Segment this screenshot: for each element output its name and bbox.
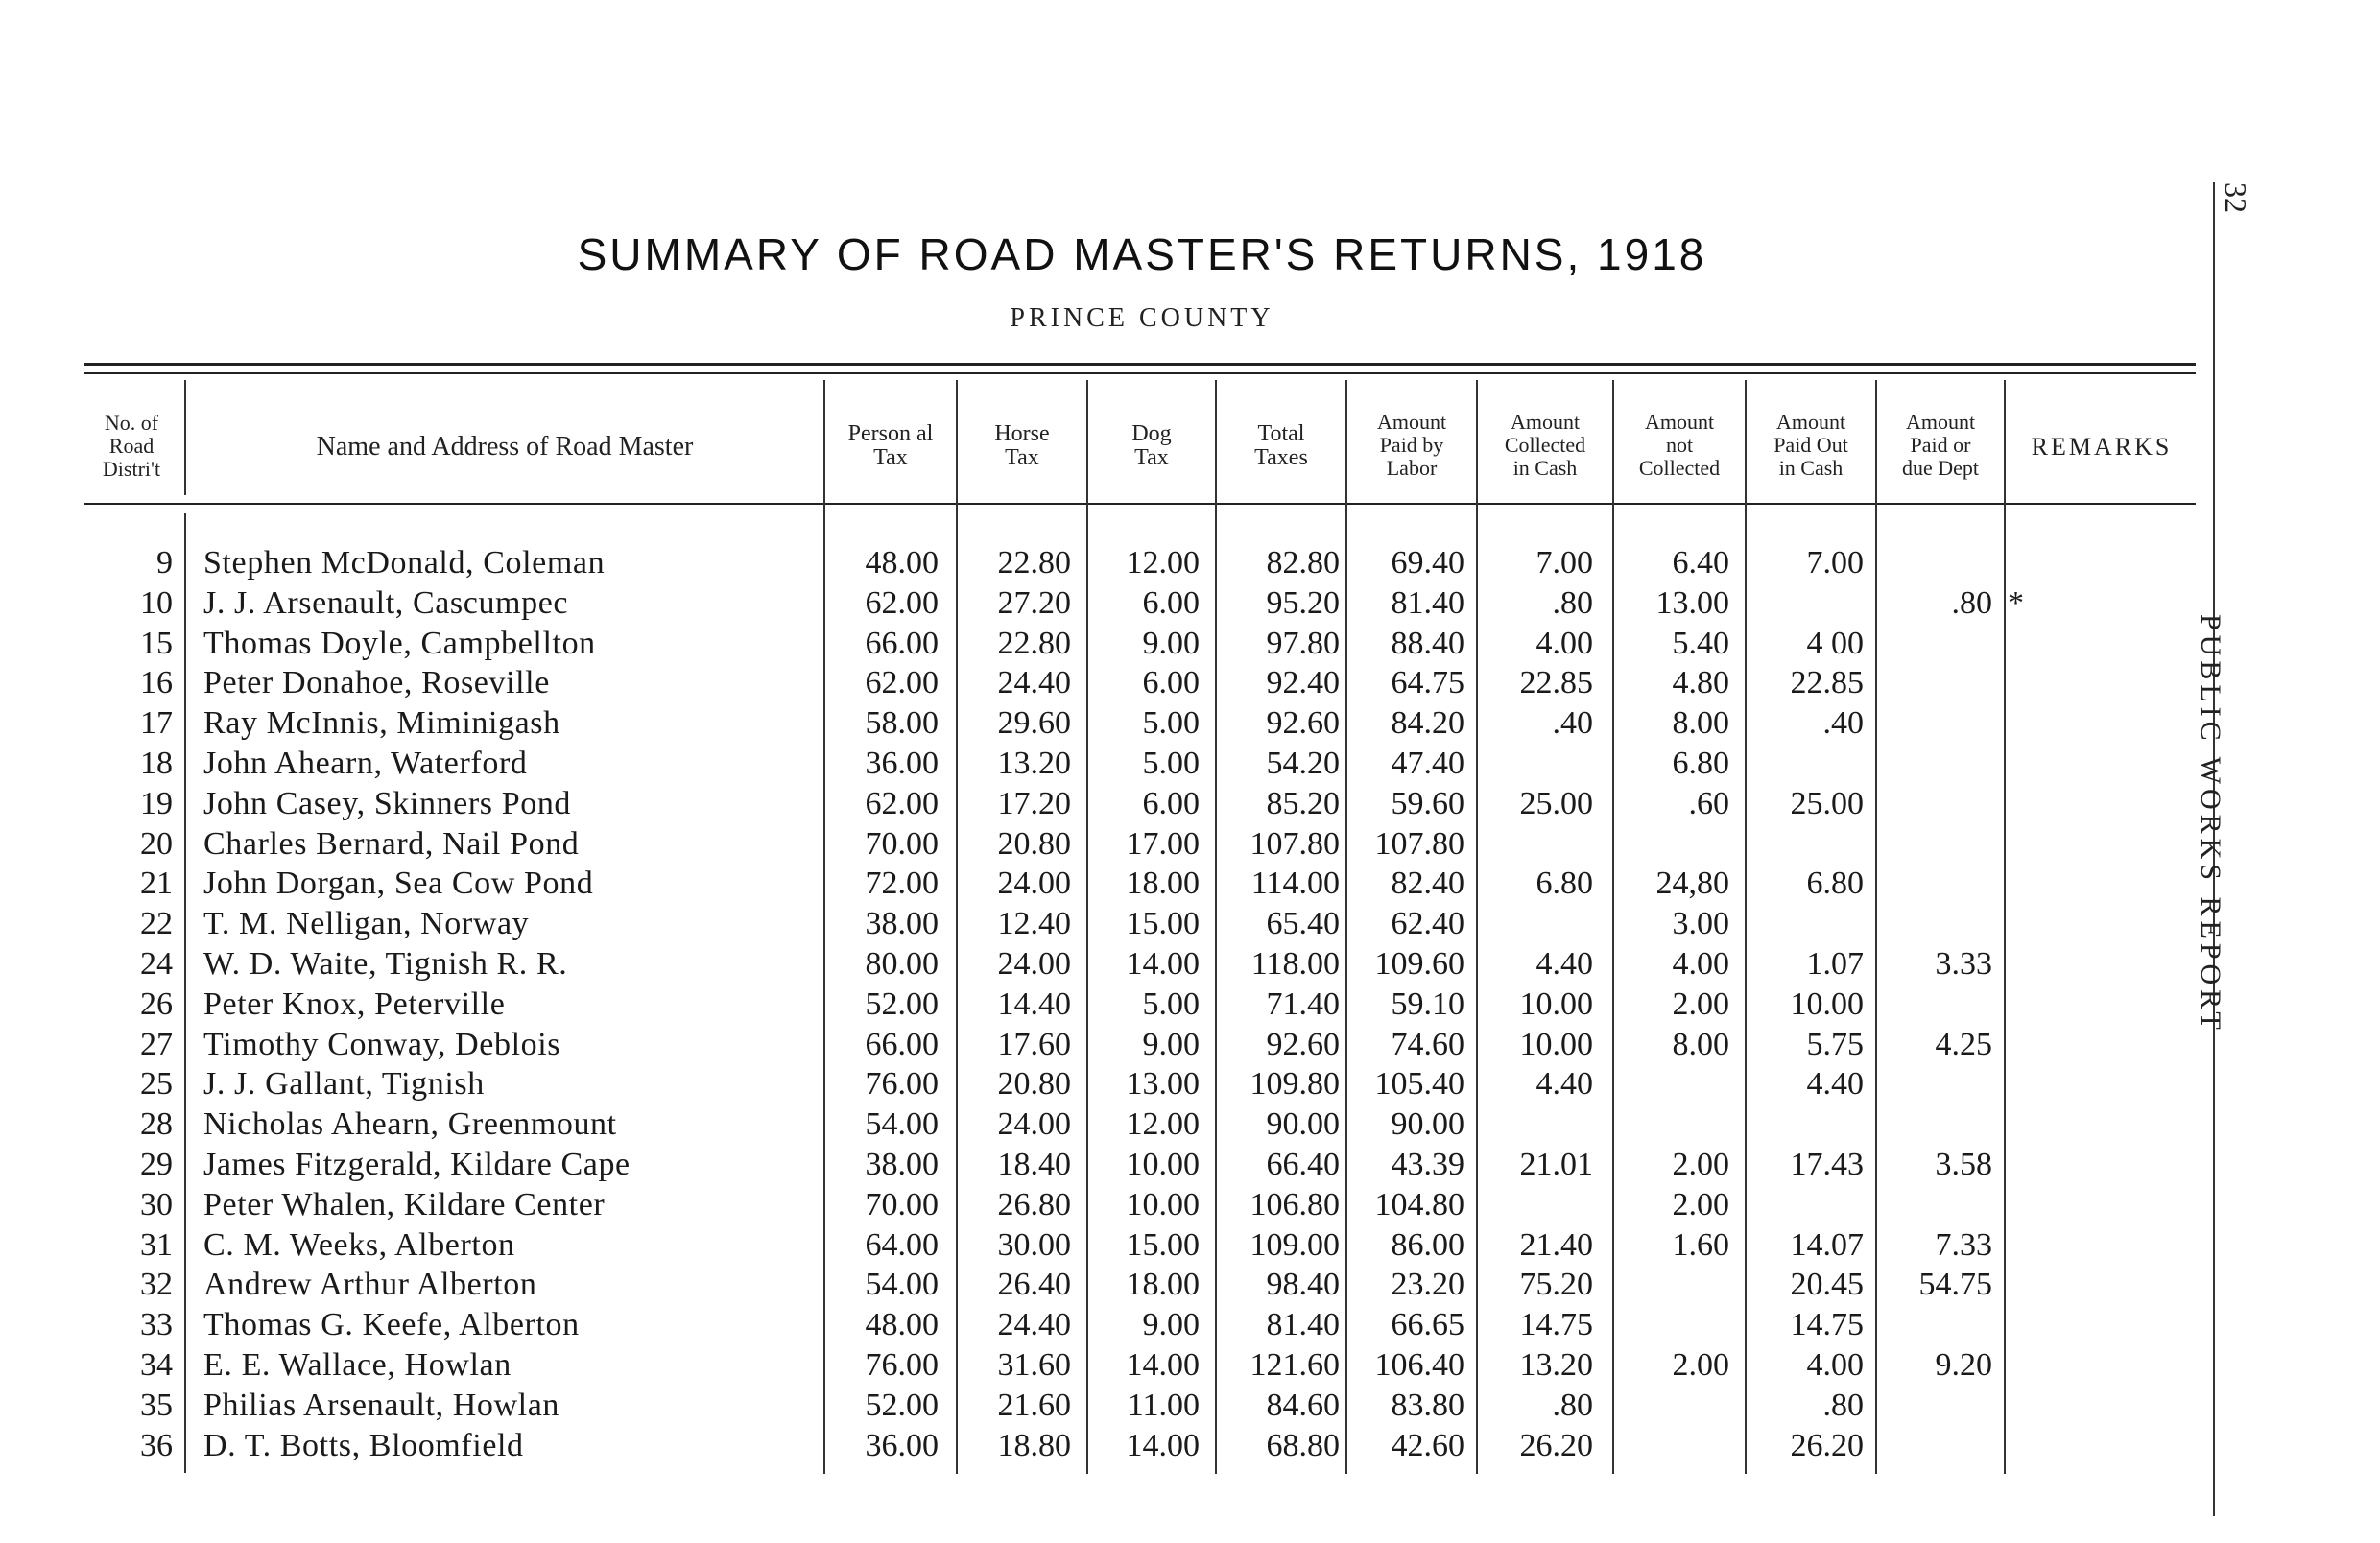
horse-tax-cell: 22.80 <box>997 545 1071 581</box>
paid-by-labor-cell: 23.20 <box>1391 1267 1464 1303</box>
personal-tax-cell: 54.00 <box>865 1267 939 1303</box>
not-collected-cell: 6.40 <box>1672 545 1729 581</box>
header-paid-out-in-cash: Amount Paid Out in Cash <box>1773 410 1848 480</box>
header-paid-due-dept: Amount Paid or due Dept <box>1901 410 1980 480</box>
not-collected-cell: 5.40 <box>1672 625 1729 661</box>
top-rule-2 <box>84 372 2196 374</box>
total-taxes-cell: 65.40 <box>1266 906 1340 942</box>
personal-tax-cell: 36.00 <box>865 746 939 781</box>
personal-tax-cell: 54.00 <box>865 1106 939 1143</box>
horse-tax-cell: 24.00 <box>997 946 1071 982</box>
horse-tax-cell: 26.80 <box>997 1186 1071 1223</box>
paid-by-labor-cell: 104.80 <box>1374 1186 1464 1223</box>
col-divider <box>184 380 186 495</box>
district-number-cell: 30 <box>140 1186 173 1223</box>
table-row <box>0 583 2207 624</box>
horse-tax-cell: 24.00 <box>997 866 1071 902</box>
district-number-cell: 22 <box>140 906 173 942</box>
paid-out-in-cash-cell: 26.20 <box>1790 1427 1864 1463</box>
not-collected-cell: 13.00 <box>1655 584 1729 621</box>
paid-out-in-cash-cell: 25.00 <box>1790 785 1864 821</box>
road-master-name-cell: T. M. Nelligan, Norway <box>203 906 530 942</box>
collected-in-cash-cell: .80 <box>1552 584 1593 621</box>
page-title: SUMMARY OF ROAD MASTER'S RETURNS, 1918 <box>577 229 1707 279</box>
district-number-cell: 25 <box>140 1066 173 1103</box>
personal-tax-cell: 48.00 <box>865 545 939 581</box>
paid-by-labor-cell: 84.20 <box>1391 705 1464 742</box>
paid-due-dept-cell: 3.33 <box>1935 946 1992 982</box>
table-row <box>0 1145 2207 1185</box>
paid-by-labor-cell: 86.00 <box>1391 1226 1464 1263</box>
paid-out-in-cash-cell: 10.00 <box>1790 985 1864 1022</box>
total-taxes-cell: 114.00 <box>1250 866 1340 902</box>
district-number-cell: 31 <box>140 1226 173 1263</box>
collected-in-cash-cell: 7.00 <box>1535 545 1593 581</box>
road-master-name-cell: John Dorgan, Sea Cow Pond <box>203 866 594 902</box>
horse-tax-cell: 24.00 <box>997 1106 1071 1143</box>
collected-in-cash-cell: 14.75 <box>1519 1307 1593 1343</box>
paid-out-in-cash-cell: 22.85 <box>1790 665 1864 701</box>
road-master-name-cell: Charles Bernard, Nail Pond <box>203 825 580 862</box>
collected-in-cash-cell: 6.80 <box>1535 866 1593 902</box>
not-collected-cell: .60 <box>1688 785 1729 821</box>
total-taxes-cell: 109.80 <box>1250 1066 1340 1103</box>
paid-by-labor-cell: 83.80 <box>1391 1387 1464 1423</box>
total-taxes-cell: 84.60 <box>1266 1387 1340 1423</box>
collected-in-cash-cell: 4.00 <box>1535 625 1593 661</box>
district-number-cell: 29 <box>140 1147 173 1182</box>
total-taxes-cell: 109.00 <box>1250 1226 1340 1263</box>
table-row <box>0 985 2207 1025</box>
header-bottom-rule <box>84 503 2196 505</box>
collected-in-cash-cell: 22.85 <box>1519 665 1593 701</box>
paid-by-labor-cell: 59.10 <box>1391 985 1464 1022</box>
not-collected-cell: 2.00 <box>1672 1186 1729 1223</box>
total-taxes-cell: 66.40 <box>1266 1147 1340 1182</box>
district-number-cell: 35 <box>140 1387 173 1423</box>
not-collected-cell: 2.00 <box>1672 1347 1729 1383</box>
total-taxes-cell: 106.80 <box>1250 1186 1340 1223</box>
total-taxes-cell: 82.80 <box>1266 545 1340 581</box>
paid-due-dept-cell: 7.33 <box>1935 1226 1992 1263</box>
paid-out-in-cash-cell: .40 <box>1822 705 1864 742</box>
paid-out-in-cash-cell: 14.07 <box>1790 1226 1864 1263</box>
collected-in-cash-cell: 10.00 <box>1519 985 1593 1022</box>
horse-tax-cell: 21.60 <box>997 1387 1071 1423</box>
paid-by-labor-cell: 69.40 <box>1391 545 1464 581</box>
paid-out-in-cash-cell: 4 00 <box>1806 625 1864 661</box>
road-master-name-cell: James Fitzgerald, Kildare Cape <box>203 1147 631 1182</box>
collected-in-cash-cell: 4.40 <box>1535 946 1593 982</box>
dog-tax-cell: 5.00 <box>1142 705 1200 742</box>
paid-by-labor-cell: 88.40 <box>1391 625 1464 661</box>
horse-tax-cell: 29.60 <box>997 705 1071 742</box>
road-master-name-cell: Peter Donahoe, Roseville <box>203 665 550 701</box>
dog-tax-cell: 18.00 <box>1126 1267 1200 1303</box>
total-taxes-cell: 95.20 <box>1266 584 1340 621</box>
road-master-name-cell: Peter Knox, Peterville <box>203 985 506 1022</box>
not-collected-cell: 4.80 <box>1672 665 1729 701</box>
not-collected-cell: 6.80 <box>1672 746 1729 781</box>
dog-tax-cell: 15.00 <box>1126 906 1200 942</box>
collected-in-cash-cell: 26.20 <box>1519 1427 1593 1463</box>
running-head: PUBLIC WORKS REPORT <box>2195 614 2226 1034</box>
dog-tax-cell: 6.00 <box>1142 665 1200 701</box>
horse-tax-cell: 26.40 <box>997 1267 1071 1303</box>
paid-out-in-cash-cell: 4.40 <box>1806 1066 1864 1103</box>
paid-out-in-cash-cell: 4.00 <box>1806 1347 1864 1383</box>
header-horse-tax: Horse Tax <box>994 421 1050 470</box>
road-master-name-cell: D. T. Botts, Bloomfield <box>203 1427 524 1463</box>
road-master-name-cell: Andrew Arthur Alberton <box>203 1267 537 1303</box>
total-taxes-cell: 81.40 <box>1266 1307 1340 1343</box>
table-row <box>0 1426 2207 1466</box>
personal-tax-cell: 62.00 <box>865 785 939 821</box>
personal-tax-cell: 48.00 <box>865 1307 939 1343</box>
horse-tax-cell: 17.20 <box>997 785 1071 821</box>
district-number-cell: 24 <box>140 946 173 982</box>
personal-tax-cell: 62.00 <box>865 584 939 621</box>
dog-tax-cell: 12.00 <box>1126 545 1200 581</box>
header-total-taxes: Total Taxes <box>1254 421 1308 470</box>
not-collected-cell: 8.00 <box>1672 1026 1729 1062</box>
horse-tax-cell: 12.40 <box>997 906 1071 942</box>
district-number-cell: 20 <box>140 825 173 862</box>
dog-tax-cell: 14.00 <box>1126 946 1200 982</box>
header-name: Name and Address of Road Master <box>316 431 694 462</box>
paid-by-labor-cell: 81.40 <box>1391 584 1464 621</box>
paid-out-in-cash-cell: 1.07 <box>1806 946 1864 982</box>
total-taxes-cell: 121.60 <box>1250 1347 1340 1383</box>
dog-tax-cell: 6.00 <box>1142 584 1200 621</box>
page-number: 32 <box>2219 182 2253 213</box>
collected-in-cash-cell: .80 <box>1552 1387 1593 1423</box>
dog-tax-cell: 10.00 <box>1126 1186 1200 1223</box>
total-taxes-cell: 68.80 <box>1266 1427 1340 1463</box>
dog-tax-cell: 17.00 <box>1126 825 1200 862</box>
dog-tax-cell: 10.00 <box>1126 1147 1200 1182</box>
total-taxes-cell: 90.00 <box>1266 1106 1340 1143</box>
table-row <box>0 904 2207 944</box>
table-row <box>0 1104 2207 1145</box>
personal-tax-cell: 36.00 <box>865 1427 939 1463</box>
paid-by-labor-cell: 47.40 <box>1391 746 1464 781</box>
horse-tax-cell: 14.40 <box>997 985 1071 1022</box>
road-master-name-cell: Nicholas Ahearn, Greenmount <box>203 1106 617 1143</box>
page-subtitle: PRINCE COUNTY <box>1010 303 1274 333</box>
table-row <box>0 1386 2207 1426</box>
personal-tax-cell: 76.00 <box>865 1347 939 1383</box>
paid-by-labor-cell: 42.60 <box>1391 1427 1464 1463</box>
road-master-name-cell: Thomas Doyle, Campbellton <box>203 625 596 661</box>
district-number-cell: 34 <box>140 1347 173 1383</box>
district-number-cell: 18 <box>140 746 173 781</box>
table-row <box>0 1225 2207 1266</box>
road-master-name-cell: Thomas G. Keefe, Alberton <box>203 1307 580 1343</box>
road-master-name-cell: John Ahearn, Waterford <box>203 746 528 781</box>
dog-tax-cell: 12.00 <box>1126 1106 1200 1143</box>
personal-tax-cell: 72.00 <box>865 866 939 902</box>
personal-tax-cell: 76.00 <box>865 1066 939 1103</box>
table-row <box>0 1345 2207 1386</box>
horse-tax-cell: 13.20 <box>997 746 1071 781</box>
dog-tax-cell: 5.00 <box>1142 746 1200 781</box>
total-taxes-cell: 85.20 <box>1266 785 1340 821</box>
not-collected-cell: 3.00 <box>1672 906 1729 942</box>
district-number-cell: 21 <box>140 866 173 902</box>
personal-tax-cell: 38.00 <box>865 1147 939 1182</box>
table-row <box>0 703 2207 744</box>
collected-in-cash-cell: 25.00 <box>1519 785 1593 821</box>
table-row <box>0 824 2207 865</box>
dog-tax-cell: 9.00 <box>1142 625 1200 661</box>
district-number-cell: 16 <box>140 665 173 701</box>
paid-due-dept-cell: 54.75 <box>1918 1267 1992 1303</box>
paid-due-dept-cell: 9.20 <box>1935 1347 1992 1383</box>
district-number-cell: 28 <box>140 1106 173 1143</box>
dog-tax-cell: 14.00 <box>1126 1427 1200 1463</box>
road-master-name-cell: E. E. Wallace, Howlan <box>203 1347 512 1383</box>
table-row <box>0 1185 2207 1225</box>
dog-tax-cell: 9.00 <box>1142 1307 1200 1343</box>
road-master-name-cell: C. M. Weeks, Alberton <box>203 1226 515 1263</box>
district-number-cell: 33 <box>140 1307 173 1343</box>
header-dog-tax: Dog Tax <box>1131 421 1172 470</box>
table-row <box>0 1025 2207 1065</box>
total-taxes-cell: 92.40 <box>1266 665 1340 701</box>
paid-due-dept-cell: 3.58 <box>1935 1147 1992 1182</box>
dog-tax-cell: 9.00 <box>1142 1026 1200 1062</box>
collected-in-cash-cell: 4.40 <box>1535 1066 1593 1103</box>
road-master-name-cell: John Casey, Skinners Pond <box>203 785 572 821</box>
district-number-cell: 17 <box>140 705 173 742</box>
paid-out-in-cash-cell: 6.80 <box>1806 866 1864 902</box>
dog-tax-cell: 13.00 <box>1126 1066 1200 1103</box>
paid-by-labor-cell: 105.40 <box>1374 1066 1464 1103</box>
remarks-cell: * <box>2008 584 2025 621</box>
total-taxes-cell: 92.60 <box>1266 705 1340 742</box>
table-row <box>0 744 2207 784</box>
horse-tax-cell: 17.60 <box>997 1026 1071 1062</box>
paid-out-in-cash-cell: 7.00 <box>1806 545 1864 581</box>
table-row <box>0 543 2207 583</box>
horse-tax-cell: 18.80 <box>997 1427 1071 1463</box>
personal-tax-cell: 58.00 <box>865 705 939 742</box>
paid-by-labor-cell: 66.65 <box>1391 1307 1464 1343</box>
road-master-name-cell: Peter Whalen, Kildare Center <box>203 1186 606 1223</box>
road-master-name-cell: Philias Arsenault, Howlan <box>203 1387 560 1423</box>
header-remarks: REMARKS <box>2031 432 2173 461</box>
paid-out-in-cash-cell: .80 <box>1822 1387 1864 1423</box>
table-row <box>0 624 2207 664</box>
horse-tax-cell: 31.60 <box>997 1347 1071 1383</box>
paid-due-dept-cell: 4.25 <box>1935 1026 1992 1062</box>
paid-by-labor-cell: 106.40 <box>1374 1347 1464 1383</box>
table-row <box>0 944 2207 985</box>
personal-tax-cell: 70.00 <box>865 825 939 862</box>
district-number-cell: 10 <box>140 584 173 621</box>
horse-tax-cell: 22.80 <box>997 625 1071 661</box>
paid-out-in-cash-cell: 5.75 <box>1806 1026 1864 1062</box>
paid-by-labor-cell: 82.40 <box>1391 866 1464 902</box>
dog-tax-cell: 14.00 <box>1126 1347 1200 1383</box>
road-master-name-cell: Ray McInnis, Miminigash <box>203 705 560 742</box>
district-number-cell: 15 <box>140 625 173 661</box>
collected-in-cash-cell: 10.00 <box>1519 1026 1593 1062</box>
dog-tax-cell: 15.00 <box>1126 1226 1200 1263</box>
personal-tax-cell: 38.00 <box>865 906 939 942</box>
district-number-cell: 27 <box>140 1026 173 1062</box>
dog-tax-cell: 18.00 <box>1126 866 1200 902</box>
paid-out-in-cash-cell: 17.43 <box>1790 1147 1864 1182</box>
not-collected-cell: 8.00 <box>1672 705 1729 742</box>
header-district: No. of Road Distri't <box>102 411 161 481</box>
paid-by-labor-cell: 62.40 <box>1391 906 1464 942</box>
table-row <box>0 784 2207 824</box>
personal-tax-cell: 66.00 <box>865 625 939 661</box>
total-taxes-cell: 54.20 <box>1266 746 1340 781</box>
total-taxes-cell: 92.60 <box>1266 1026 1340 1062</box>
not-collected-cell: 4.00 <box>1672 946 1729 982</box>
dog-tax-cell: 11.00 <box>1127 1387 1200 1423</box>
paid-by-labor-cell: 107.80 <box>1374 825 1464 862</box>
paid-by-labor-cell: 64.75 <box>1391 665 1464 701</box>
table-row <box>0 663 2207 703</box>
personal-tax-cell: 52.00 <box>865 1387 939 1423</box>
district-number-cell: 36 <box>140 1427 173 1463</box>
district-number-cell: 26 <box>140 985 173 1022</box>
personal-tax-cell: 80.00 <box>865 946 939 982</box>
road-master-name-cell: J. J. Gallant, Tignish <box>203 1066 485 1103</box>
paid-by-labor-cell: 59.60 <box>1391 785 1464 821</box>
road-master-name-cell: Stephen McDonald, Coleman <box>203 545 606 581</box>
personal-tax-cell: 62.00 <box>865 665 939 701</box>
not-collected-cell: 2.00 <box>1672 1147 1729 1182</box>
collected-in-cash-cell: 13.20 <box>1519 1347 1593 1383</box>
table-row <box>0 864 2207 904</box>
header-collected-in-cash: Amount Collected in Cash <box>1504 410 1586 480</box>
header-paid-by-labor: Amount Paid by Labor <box>1376 410 1447 480</box>
district-number-cell: 19 <box>140 785 173 821</box>
paid-due-dept-cell: .80 <box>1951 584 1992 621</box>
collected-in-cash-cell: 21.40 <box>1519 1226 1593 1263</box>
collected-in-cash-cell: 21.01 <box>1519 1147 1593 1182</box>
table-row <box>0 1064 2207 1104</box>
header-personal-tax: Person al Tax <box>847 421 934 470</box>
paid-by-labor-cell: 109.60 <box>1374 946 1464 982</box>
personal-tax-cell: 66.00 <box>865 1026 939 1062</box>
road-master-name-cell: J. J. Arsenault, Cascumpec <box>203 584 569 621</box>
horse-tax-cell: 20.80 <box>997 1066 1071 1103</box>
table-row <box>0 1265 2207 1305</box>
road-master-name-cell: W. D. Waite, Tignish R. R. <box>203 946 568 982</box>
personal-tax-cell: 64.00 <box>865 1226 939 1263</box>
road-master-name-cell: Timothy Conway, Deblois <box>203 1026 561 1062</box>
district-number-cell: 9 <box>156 545 173 581</box>
collected-in-cash-cell: 75.20 <box>1519 1267 1593 1303</box>
paid-out-in-cash-cell: 14.75 <box>1790 1307 1864 1343</box>
dog-tax-cell: 6.00 <box>1142 785 1200 821</box>
not-collected-cell: 24,80 <box>1655 866 1729 902</box>
header-not-collected: Amount not Collected <box>1638 410 1721 480</box>
horse-tax-cell: 18.40 <box>997 1147 1071 1182</box>
top-rule-1 <box>84 363 2196 366</box>
horse-tax-cell: 24.40 <box>997 1307 1071 1343</box>
paid-out-in-cash-cell: 20.45 <box>1790 1267 1864 1303</box>
total-taxes-cell: 98.40 <box>1266 1267 1340 1303</box>
personal-tax-cell: 52.00 <box>865 985 939 1022</box>
horse-tax-cell: 27.20 <box>997 584 1071 621</box>
not-collected-cell: 2.00 <box>1672 985 1729 1022</box>
horse-tax-cell: 24.40 <box>997 665 1071 701</box>
total-taxes-cell: 118.00 <box>1250 946 1340 982</box>
dog-tax-cell: 5.00 <box>1142 985 1200 1022</box>
table-row <box>0 1305 2207 1345</box>
district-number-cell: 32 <box>140 1267 173 1303</box>
paid-by-labor-cell: 43.39 <box>1391 1147 1464 1182</box>
paid-by-labor-cell: 90.00 <box>1391 1106 1464 1143</box>
total-taxes-cell: 107.80 <box>1250 825 1340 862</box>
total-taxes-cell: 71.40 <box>1266 985 1340 1022</box>
horse-tax-cell: 30.00 <box>997 1226 1071 1263</box>
paid-by-labor-cell: 74.60 <box>1391 1026 1464 1062</box>
collected-in-cash-cell: .40 <box>1552 705 1593 742</box>
not-collected-cell: 1.60 <box>1672 1226 1729 1263</box>
total-taxes-cell: 97.80 <box>1266 625 1340 661</box>
horse-tax-cell: 20.80 <box>997 825 1071 862</box>
personal-tax-cell: 70.00 <box>865 1186 939 1223</box>
